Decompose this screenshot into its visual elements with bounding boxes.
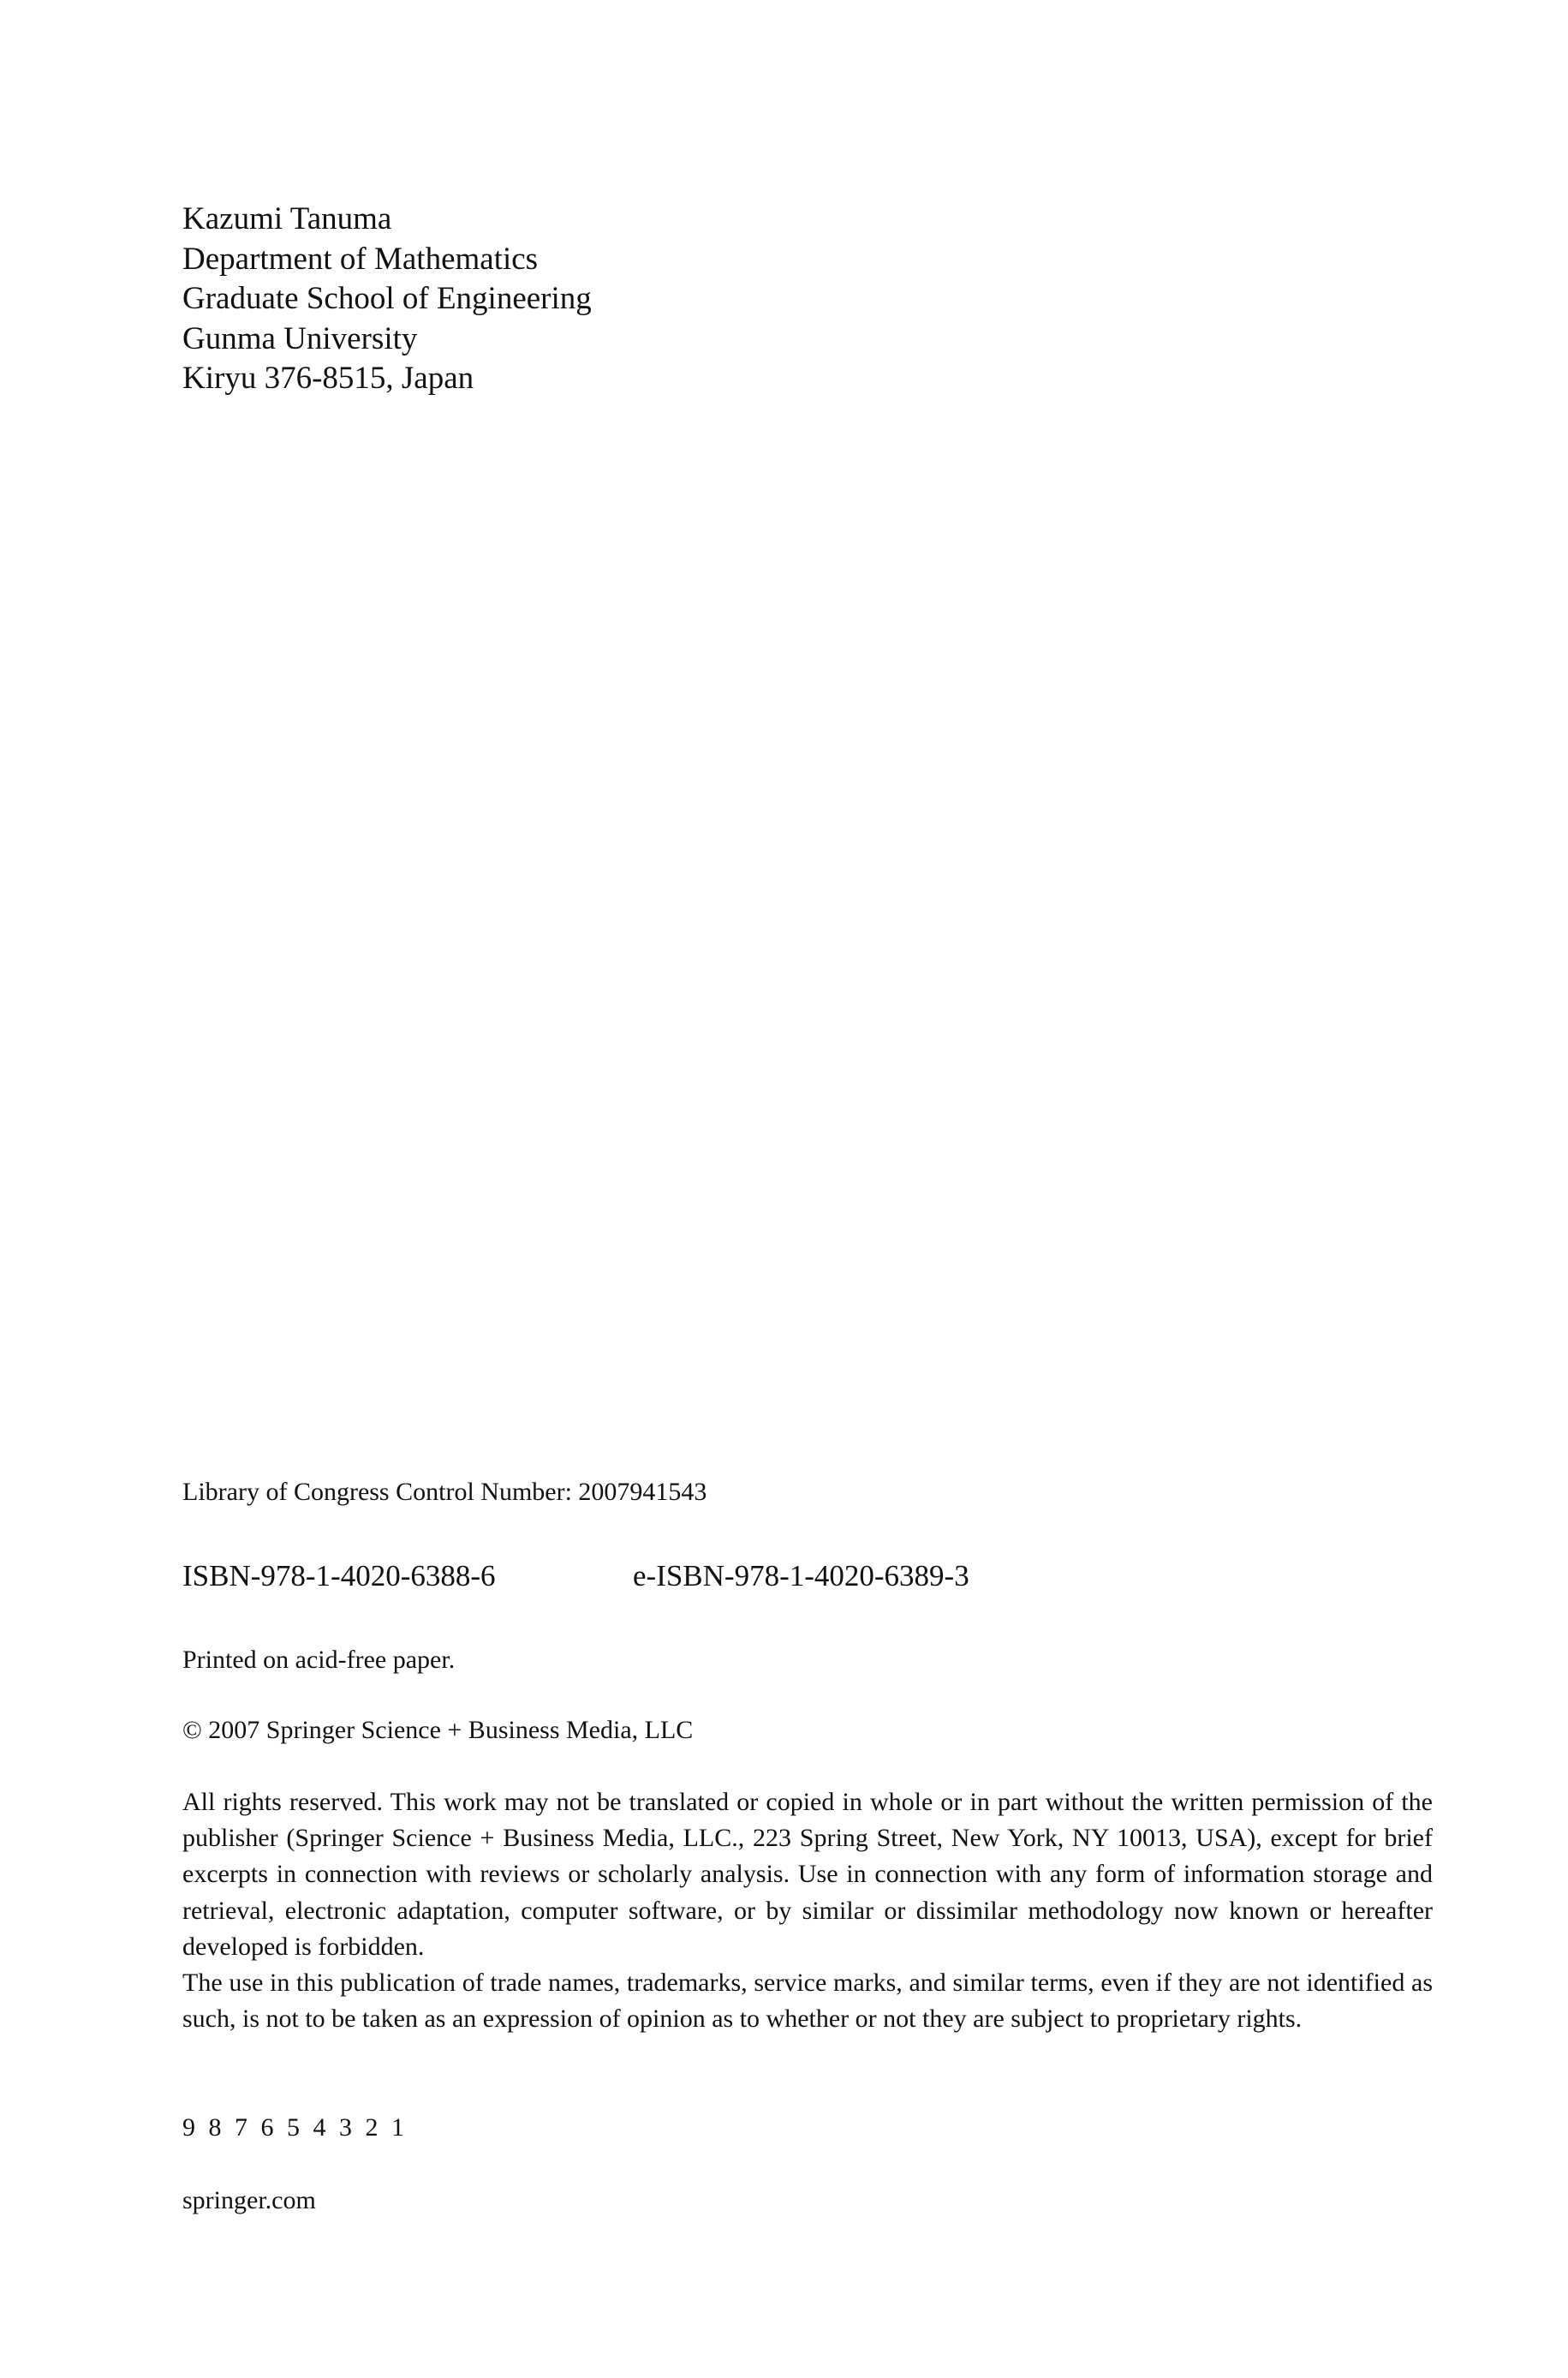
acid-free-paper-note: Printed on acid-free paper.: [182, 1646, 456, 1674]
author-department: Department of Mathematics: [182, 241, 539, 277]
electronic-isbn: e-ISBN-978-1-4020-6389-3: [633, 1559, 969, 1592]
rights-statement: [182, 1784, 1433, 2037]
rights-paragraph: All rights reserved. This work may not be translated or copied in whole or in part without the written permission of the publisher (Springer Science + Business Media, LLC., 223 Spring Street, New York, NY 10013, USA), except for brief excerpts in connection with reviews or scholarly analysis. Use in connection with any form of information storage and retrieval, electronic adaptation, computer software, or by similar or dissimilar methodology now known or hereafter developed is forbidden.: [182, 1788, 1433, 1961]
author-address-block: [182, 200, 592, 399]
publisher-website: springer.com: [182, 2186, 316, 2214]
author-location: Kiryu 376-8515, Japan: [182, 361, 474, 396]
author-name: Kazumi Tanuma: [182, 201, 392, 236]
author-university: Gunma University: [182, 320, 418, 356]
copyright-line: © 2007 Springer Science + Business Media, LLC: [182, 1716, 694, 1744]
author-school: Graduate School of Engineering: [182, 281, 592, 316]
print-isbn: ISBN-978-1-4020-6388-6: [182, 1559, 496, 1592]
trademark-paragraph: The use in this publication of trade names, trademarks, service marks, and similar terms, even if they are not identified as such, is not to be taken as an expression of opinion as to whether or not they are subject to proprietary rights.: [182, 1969, 1433, 2034]
print-line: 9 8 7 6 5 4 3 2 1: [182, 2113, 408, 2142]
lccn-line: Library of Congress Control Number: 2007941543: [182, 1478, 707, 1506]
